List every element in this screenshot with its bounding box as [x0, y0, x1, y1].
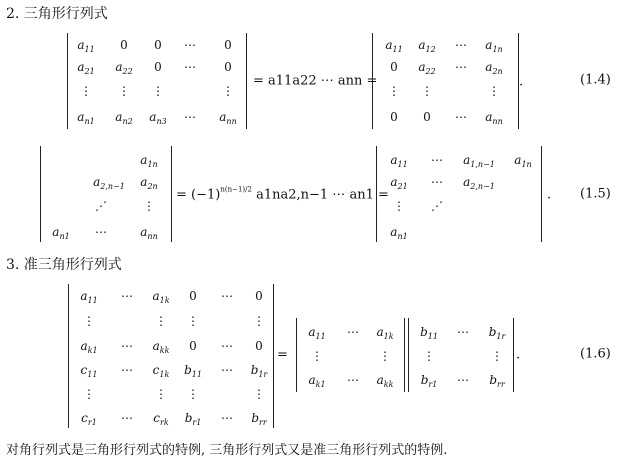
matrix-entry: 0	[154, 38, 162, 52]
matrix-entry: $a_{12}$	[418, 38, 436, 54]
matrix-entry: ⋮	[155, 387, 167, 401]
matrix-entry: $c_{r1}$	[81, 411, 97, 427]
matrix-entry: ⋯	[347, 373, 359, 387]
matrix-entry: ⋯	[455, 60, 467, 74]
section-heading-triangular: 2. 三角形行列式	[6, 6, 108, 22]
matrix-entry: $a_{kk}$	[376, 373, 394, 389]
matrix-entry: 0	[390, 110, 398, 124]
matrix-entry: ⋮	[253, 387, 265, 401]
equation-middle-expression: = $(-1)^{n(n-1)/2}$ a1na2,n−1 ⋯ an1 =	[176, 185, 389, 203]
matrix-entry: ⋮	[488, 84, 500, 98]
matrix-entry: $b_{1r}$	[488, 325, 506, 341]
matrix-entry: ⋯	[455, 110, 467, 124]
matrix-entry: ⋮	[311, 349, 323, 363]
matrix-entry: $c_{1k}$	[152, 363, 170, 379]
matrix-entry: ⋯	[221, 363, 233, 377]
matrix-entry: ⋯	[431, 153, 443, 167]
matrix-entry: $b_{11}$	[420, 325, 438, 341]
matrix-entry: ⋮	[379, 349, 391, 363]
matrix-entry: ⋯	[457, 373, 469, 387]
section-heading-block-triangular: 3. 准三角形行列式	[6, 257, 122, 273]
matrix-entry: ⋰	[95, 199, 107, 213]
matrix-entry: $b_{1r}$	[250, 363, 268, 379]
matrix-entry: $c_{rk}$	[153, 411, 169, 427]
matrix-entry: $b_{r1}$	[420, 373, 438, 389]
matrix-entry: ⋮	[83, 387, 95, 401]
matrix-entry: ⋯	[457, 325, 469, 339]
matrix-entry: $a_{22}$	[418, 60, 436, 76]
determinant-block-b	[408, 318, 514, 392]
footer-note: 对角行列式是三角形行列式的特例, 三角形行列式又是准三角形行列式的特例.	[6, 443, 448, 458]
matrix-entry: $a_{nn}$	[140, 225, 158, 241]
equation-period: .	[516, 347, 521, 363]
equation-number: (1.5)	[580, 186, 611, 202]
matrix-entry: 0	[189, 339, 197, 353]
matrix-entry: ⋯	[121, 411, 133, 425]
determinant-anti-triangular-right	[376, 146, 542, 242]
matrix-entry: 0	[224, 38, 232, 52]
matrix-entry: $a_{21}$	[390, 175, 408, 191]
matrix-entry: ⋯	[221, 339, 233, 353]
exponent: n(n−1)/2	[220, 185, 252, 194]
matrix-entry: ⋮	[83, 314, 95, 328]
matrix-entry: $a_{11}$	[308, 325, 326, 341]
matrix-entry: $a_{n1}$	[52, 225, 70, 241]
matrix-entry: ⋯	[347, 325, 359, 339]
matrix-entry: ⋯	[221, 289, 233, 303]
matrix-entry: ⋯	[95, 225, 107, 239]
matrix-entry: 0	[189, 289, 197, 303]
equation-middle-expression: = a11a22 ⋯ ann =	[253, 73, 378, 89]
matrix-entry: ⋮	[152, 84, 164, 98]
determinant-block-a	[296, 318, 405, 392]
matrix-entry: $a_{n1}$	[390, 225, 408, 241]
matrix-entry: ⋮	[222, 84, 234, 98]
matrix-entry: ⋯	[121, 339, 133, 353]
matrix-entry: $a_{1n}$	[485, 38, 503, 54]
matrix-entry: $a_{1,n-1}$	[463, 153, 495, 169]
matrix-entry: ⋮	[143, 199, 155, 213]
matrix-entry: ⋰	[431, 199, 443, 213]
matrix-entry: ⋯	[431, 175, 443, 189]
matrix-entry: 0	[390, 60, 398, 74]
determinant-upper-triangular	[372, 33, 519, 129]
matrix-entry: $a_{n2}$	[115, 110, 133, 126]
matrix-entry: $a_{kk}$	[152, 339, 170, 355]
determinant-anti-triangular-left	[40, 146, 172, 242]
matrix-entry: $a_{1k}$	[376, 325, 394, 341]
matrix-entry: $a_{11}$	[390, 153, 408, 169]
matrix-entry: $a_{11}$	[77, 38, 95, 54]
matrix-entry: 0	[255, 289, 263, 303]
equation-period: .	[547, 187, 552, 203]
matrix-entry: $a_{11}$	[385, 38, 403, 54]
matrix-entry: 0	[120, 38, 128, 52]
matrix-entry: ⋮	[187, 387, 199, 401]
matrix-entry: $b_{rr}$	[251, 411, 267, 427]
matrix-entry: $a_{1n}$	[140, 153, 158, 169]
matrix-entry: ⋯	[184, 38, 196, 52]
equation-equals: =	[277, 347, 288, 363]
matrix-entry: $a_{n1}$	[77, 110, 95, 126]
matrix-entry: ⋮	[393, 199, 405, 213]
matrix-entry: $a_{2n}$	[140, 175, 158, 191]
equation-period: .	[519, 74, 524, 90]
matrix-entry: ⋯	[121, 363, 133, 377]
matrix-entry: ⋯	[184, 110, 196, 124]
matrix-entry: ⋮	[155, 314, 167, 328]
matrix-entry: $b_{11}$	[184, 363, 202, 379]
matrix-entry: 0	[423, 110, 431, 124]
determinant-lower-triangular	[67, 33, 247, 129]
equation-number: (1.6)	[580, 346, 611, 362]
matrix-entry: ⋮	[491, 349, 503, 363]
matrix-entry: ⋯	[121, 289, 133, 303]
matrix-entry: ⋯	[184, 60, 196, 74]
matrix-entry: 0	[154, 60, 162, 74]
matrix-entry: ⋮	[423, 349, 435, 363]
matrix-entry: ⋮	[421, 84, 433, 98]
matrix-entry: $a_{nn}$	[485, 110, 503, 126]
matrix-entry: $a_{2,n-1}$	[463, 175, 495, 191]
matrix-entry: ⋮	[187, 314, 199, 328]
matrix-entry: $a_{2,n-1}$	[93, 175, 125, 191]
matrix-entry: $a_{22}$	[115, 60, 133, 76]
matrix-entry: $a_{k1}$	[80, 339, 98, 355]
matrix-entry: $c_{11}$	[80, 363, 98, 379]
matrix-entry: ⋮	[253, 314, 265, 328]
matrix-entry: $b_{r1}$	[184, 411, 202, 427]
matrix-entry: 0	[255, 339, 263, 353]
equation-number: (1.4)	[580, 72, 611, 88]
matrix-entry: $a_{2n}$	[485, 60, 503, 76]
matrix-entry: $a_{nn}$	[219, 110, 237, 126]
matrix-entry: ⋮	[80, 84, 92, 98]
matrix-entry: $b_{rr}$	[489, 373, 505, 389]
matrix-entry: ⋮	[388, 84, 400, 98]
determinant-block-triangular	[68, 284, 274, 428]
matrix-entry: 0	[224, 60, 232, 74]
matrix-entry: $a_{1k}$	[152, 289, 170, 305]
matrix-entry: $a_{k1}$	[308, 373, 326, 389]
matrix-entry: ⋮	[118, 84, 130, 98]
matrix-entry: $a_{11}$	[80, 289, 98, 305]
matrix-entry: ⋯	[455, 38, 467, 52]
matrix-entry: $a_{1n}$	[514, 153, 532, 169]
matrix-entry: ⋯	[221, 411, 233, 425]
matrix-entry: $a_{21}$	[77, 60, 95, 76]
matrix-entry: $a_{n3}$	[149, 110, 167, 126]
